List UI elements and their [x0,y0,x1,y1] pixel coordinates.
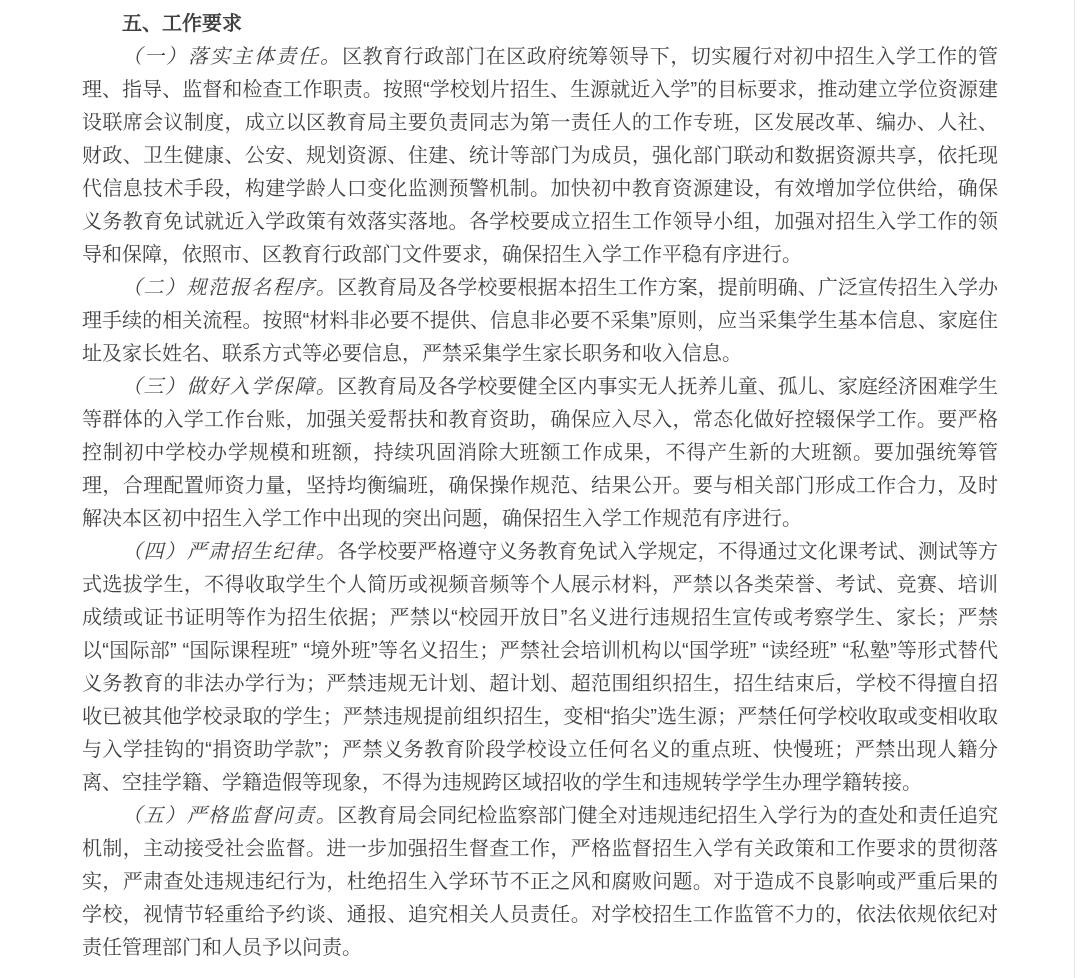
paragraph-3-body: 区教育局及各学校要健全区内事实无人抚养儿童、孤儿、家庭经济困难学生等群体的入学工作台账，加强关爱帮扶和教育资助，确保应入尽入，常态化做好控辍保学工作。要严格控制初中学校办学规模和班额，持续巩固消除大班额工作成果，不得产生新的大班额。要加强统筹管理，合理配置师资力量，坚持均衡编班，确保操作规范、结果公开。要与相关部门形成工作合力，及时解决本区初中招生入学工作中出现的突出问题，确保招生入学工作规范有序进行。 [82,376,999,530]
paragraph-4-lead: （四）严肃招生纪律。 [122,541,338,563]
paragraph-5 [82,800,998,965]
paragraph-1-body: 区教育行政部门在区政府统筹领导下，切实履行对初中招生入学工作的管理、指导、监督和检查工作职责。按照“学校划片招生、生源就近入学”的目标要求，推动建立学位资源建设联席会议制度，成立以区教育局主要负责同志为第一责任人的工作专班，区发展改革、编办、人社、财政、卫生健康、公安、规划资源、住建、统计等部门为成员，强化部门联动和数据资源共享，依托现代信息技术手段，构建学龄人口变化监测预警机制。加快初中教育资源建设，有效增加学位供给，确保义务教育免试就近入学政策有效落实落地。各学校要成立招生工作领导小组，加强对招生入学工作的领导和保障，依照市、区教育行政部门文件要求，确保招生入学工作平稳有序进行。 [82,46,999,266]
paragraph-4-body: 各学校要严格遵守义务教育免试入学规定，不得通过文化课考试、测试等方式选拔学生，不得收取学生个人简历或视频音频等个人展示材料，严禁以各类荣誉、考试、竞赛、培训成绩或证书证明等作为招生依据；严禁以“校园开放日”名义进行违规招生宣传或考察学生、家长；严禁以“国际部” “国际课程班” “境外班”等名义招生；严禁社会培训机构以“国学班” “读经班” “私塾”等形式替代义务教育的非法办学行为；严禁违规无计划、超计划、超范围组织招生，招生结束后，学校不得擅自招收已被其他学校录取的学生；严禁违规提前组织招生，变相“掐尖”选生源；严禁任何学校收取或变相收取与入学挂钩的“捐资助学款”；严禁义务教育阶段学校设立任何名义的重点班、快慢班；严禁出现人籍分离、空挂学籍、学籍造假等现象，不得为违规跨区域招收的学生和违规转学学生办理学籍转接。 [82,541,999,794]
paragraph-5-body: 区教育局会同纪检监察部门健全对违规违纪招生入学行为的查处和责任追究机制，主动接受社会监督。进一步加强招生督查工作，严格监督招生入学有关政策和工作要求的贯彻落实，严肃查处违规违纪行为，杜绝招生入学环节不正之风和腐败问题。对于造成不良影响或严重后果的学校，视情节轻重给予约谈、通报、追究相关人员责任。对学校招生工作监管不力的，依法依规依纪对责任管理部门和人员予以问责。 [82,805,999,959]
paragraph-3 [82,371,998,536]
page-right-edge-divider [1074,0,1075,978]
paragraph-2 [82,272,998,371]
paragraph-3-lead: （三）做好入学保障。 [122,376,338,398]
paragraph-5-lead: （五）严格监督问责。 [122,805,338,827]
section-heading: 五、工作要求 [122,13,242,35]
paragraph-1-lead: （一）落实主体责任。 [122,46,343,68]
paragraph-2-body: 区教育局及各学校要根据本招生工作方案，提前明确、广泛宣传招生入学办理手续的相关流程。按照“材料非必要不提供、信息非必要不采集”原则，应当采集学生基本信息、家庭住址及家长姓名、联系方式等必要信息，严禁采集学生家长职务和收入信息。 [82,277,999,365]
paragraph-4 [82,536,998,800]
paragraph-1 [82,41,998,272]
paragraph-2-lead: （二）规范报名程序。 [122,277,338,299]
